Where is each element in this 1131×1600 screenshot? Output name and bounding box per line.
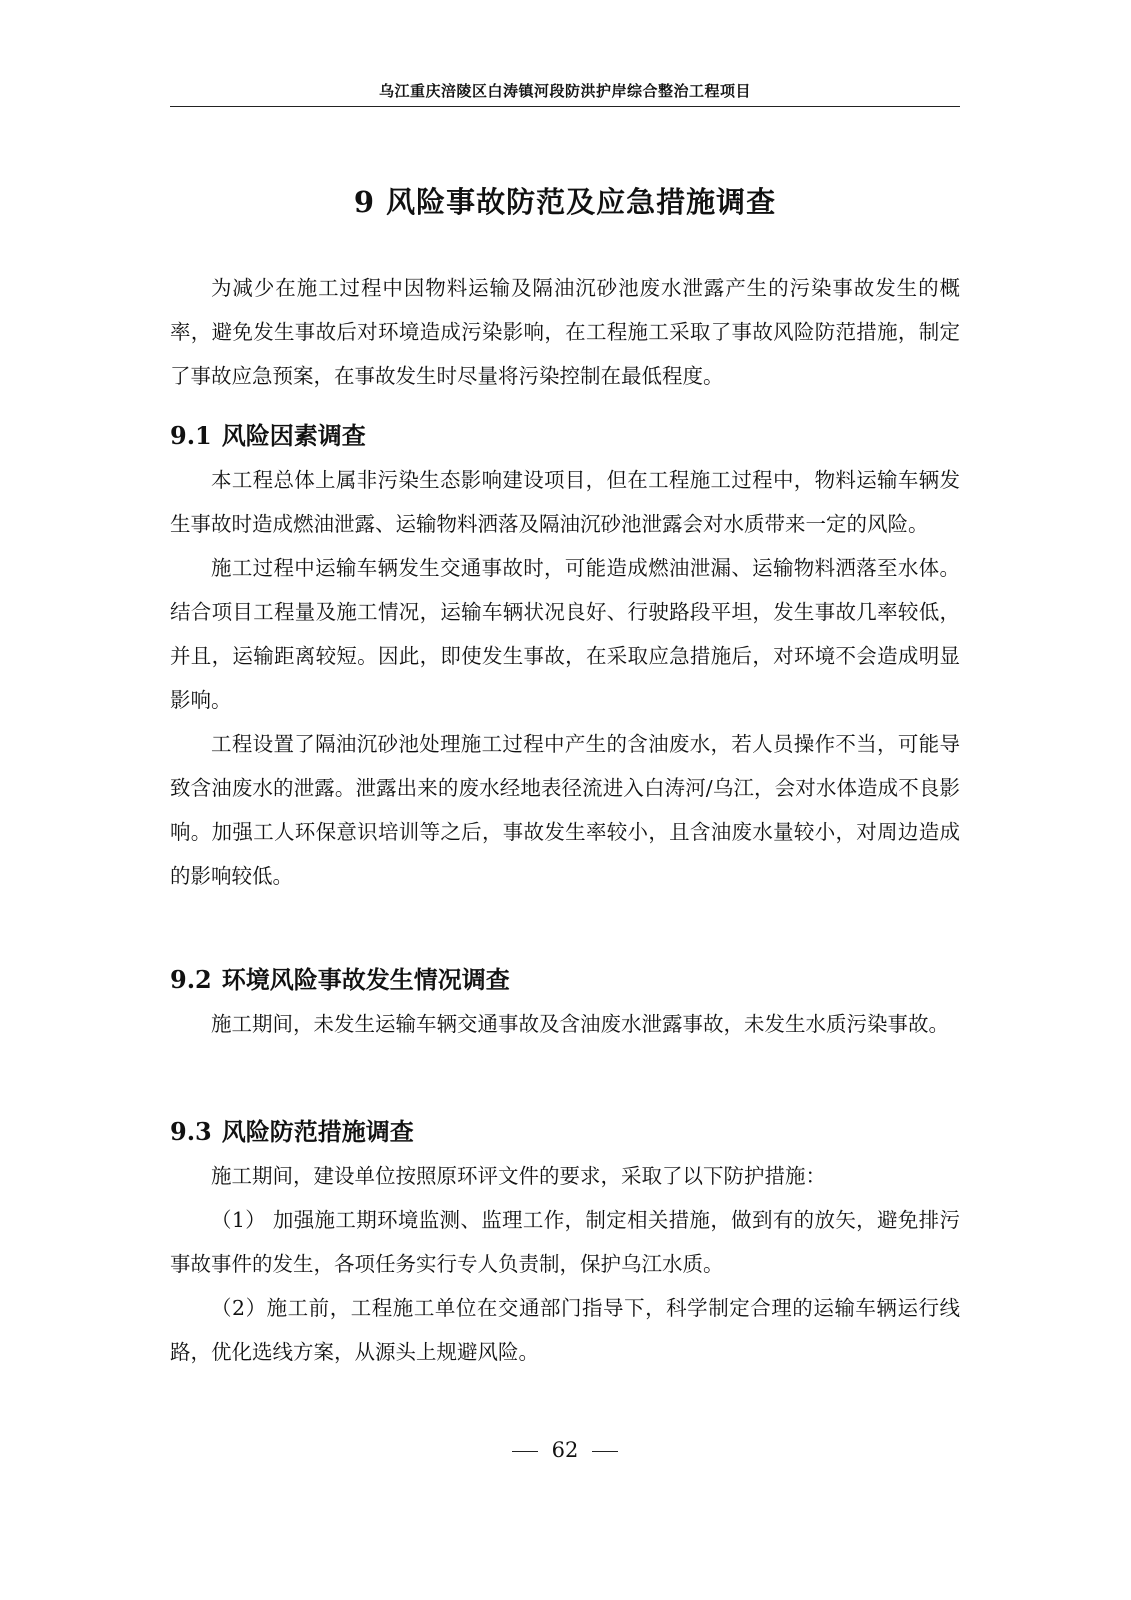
section-title: 风险因素调查 <box>221 421 366 450</box>
section-number: 9.1 <box>170 421 212 450</box>
body-paragraph: （2）施工前，工程施工单位在交通部门指导下，科学制定合理的运输车辆运行线路，优化选线方案，从源头上规避风险。 <box>170 1296 960 1364</box>
body-paragraph: 施工过程中运输车辆发生交通事故时，可能造成燃油泄漏、运输物料洒落至水体。结合项目工程量及施工情况，运输车辆状况良好、行驶路段平坦，发生事故几率较低，并且，运输距离较短。因此，即使发生事故，在采取应急措施后，对环境不会造成明显影响。 <box>170 556 960 712</box>
section-heading <box>170 1110 960 1154</box>
body-paragraph: （1） 加强施工期环境监测、监理工作，制定相关措施，做到有的放矢，避免排污事故事件的发生，各项任务实行专人负责制，保护乌江水质。 <box>170 1208 960 1276</box>
footer-dash-left <box>512 1451 538 1452</box>
footer-dash-right <box>592 1451 618 1452</box>
chapter-intro-block <box>170 266 960 398</box>
body-paragraph: 施工期间，建设单位按照原环评文件的要求，采取了以下防护措施： <box>211 1164 826 1188</box>
section-number: 9.3 <box>170 1117 212 1146</box>
chapter-title: 9 风险事故防范及应急措施调查 <box>353 185 777 219</box>
page-number: 62 <box>551 1438 579 1462</box>
section-number: 9.2 <box>170 965 212 994</box>
section-title: 环境风险事故发生情况调查 <box>221 965 510 994</box>
page-footer <box>170 1438 960 1462</box>
section-heading <box>170 958 960 1002</box>
section-9-2 <box>170 958 960 1046</box>
section-heading <box>170 414 960 458</box>
chapter-intro-paragraph: 为减少在施工过程中因物料运输及隔油沉砂池废水泄露产生的污染事故发生的概率，避免发生事故后对环境造成污染影响，在工程施工采取了事故风险防范措施，制定了事故应急预案，在事故发生时尽量将污染控制在最低程度。 <box>170 276 960 388</box>
section-9-3 <box>170 1110 960 1374</box>
body-paragraph: 施工期间，未发生运输车辆交通事故及含油废水泄露事故，未发生水质污染事故。 <box>211 1012 949 1036</box>
running-header: 乌江重庆涪陵区白涛镇河段防洪护岸综合整治工程项目 <box>378 82 751 100</box>
body-paragraph: 工程设置了隔油沉砂池处理施工过程中产生的含油废水，若人员操作不当，可能导致含油废水的泄露。泄露出来的废水经地表径流进入白涛河/乌江，会对水体造成不良影响。加强工人环保意识培训等之后，事故发生率较小，且含油废水量较小，对周边造成的影响较低。 <box>170 732 960 888</box>
body-paragraph: 本工程总体上属非污染生态影响建设项目，但在工程施工过程中，物料运输车辆发生事故时造成燃油泄露、运输物料洒落及隔油沉砂池泄露会对水质带来一定的风险。 <box>170 468 960 536</box>
section-9-1 <box>170 414 960 898</box>
header-divider <box>170 106 960 107</box>
section-title: 风险防范措施调查 <box>221 1117 414 1146</box>
